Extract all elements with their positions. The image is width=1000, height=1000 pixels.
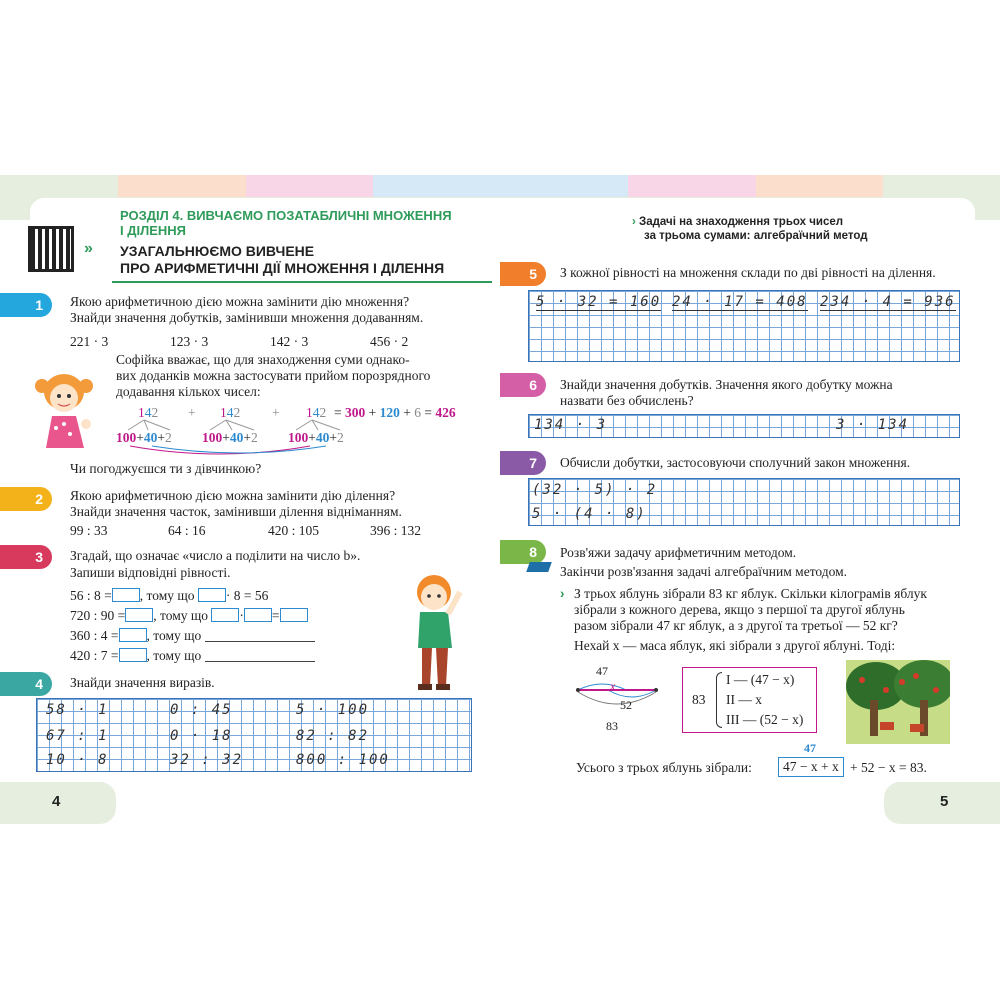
answer-box[interactable] <box>244 608 272 622</box>
plus-sign: + <box>188 405 196 420</box>
ex1-item: 456 · 2 <box>370 334 409 349</box>
right-header-1: › Задачі на знаходження трьох чисел <box>632 216 844 228</box>
answer-box[interactable] <box>119 628 147 642</box>
ex4-cell: 0 · 18 <box>170 728 233 744</box>
answer-line[interactable] <box>205 661 315 662</box>
ex1-line1: Якою арифметичною дією можна замінити дію множення? <box>70 294 410 309</box>
ex6-line2: назвати без обчислень? <box>560 393 694 408</box>
answer-box[interactable] <box>112 588 140 602</box>
ex2-item: 396 : 132 <box>370 523 422 538</box>
ex4-cell: 10 · 8 <box>46 752 109 768</box>
apple-trees-illustration <box>846 660 950 744</box>
ex3-line2: Запиши відповідні рівності. <box>70 565 231 580</box>
ex3-line1: Згадай, що означає «число а поділити на число b». <box>70 548 361 563</box>
chevrons-icon: » <box>84 240 93 257</box>
answer-box[interactable] <box>125 608 153 622</box>
ex4-cell: 67 : 1 <box>46 728 109 744</box>
exercise-8-tab: 8 <box>500 540 546 564</box>
header-rule <box>112 281 492 283</box>
ex3-row1: 56 : 8 = , тому що · 8 = 56 <box>70 588 269 603</box>
final-top-47: 47 <box>804 741 816 755</box>
addend-1: 142 <box>138 405 159 420</box>
ex1-item: 221 · 3 <box>70 334 109 349</box>
ex4-cell: 58 · 1 <box>46 702 109 718</box>
ex2-item: 64 : 16 <box>168 523 206 538</box>
ex1-item: 142 · 3 <box>270 334 309 349</box>
exercise-7-tab: 7 <box>500 451 546 475</box>
ex8-p2: зібрали з кожного дерева, якщо з першої та другої яблунь <box>574 602 905 617</box>
section-title: РОЗДІЛ 4. ВИВЧАЄМО ПОЗАТАБЛИЧНІ МНОЖЕННЯ <box>120 208 452 223</box>
decomp-2: 100+40+2 <box>202 430 258 445</box>
addend-2: 142 <box>220 405 241 420</box>
seg-47: 47 <box>596 664 608 678</box>
ex4-cell: 5 · 100 <box>296 702 370 718</box>
answer-box[interactable] <box>198 588 226 602</box>
ex5-cell: 24 · 17 = 408 <box>672 294 808 310</box>
ex8-line1: Розв'яжи задачу арифметичним методом. <box>560 545 797 560</box>
exercise-5-tab: 5 <box>500 262 546 286</box>
final-label: Усього з трьох яблунь зібрали: <box>576 760 752 775</box>
page-number-left: 4 <box>52 793 61 810</box>
ex1-sophia-2: вих доданків можна застосувати прийом порозрядного <box>116 368 431 383</box>
seg-83: 83 <box>606 719 618 733</box>
ex3-row4: 420 : 7 = , тому що <box>70 648 315 664</box>
ex6-cell: 3 · 134 <box>836 417 910 433</box>
decomp-3: 100+40+2 <box>288 430 344 445</box>
ex1-question: Чи погоджуєшся ти з дівчинкою? <box>70 461 262 476</box>
seg-x: x <box>610 679 616 693</box>
ex3-row2: 720 : 90 = , тому що · = <box>70 608 308 624</box>
graduation-cap-icon <box>526 562 552 572</box>
exercise-2-tab: 2 <box>0 487 52 511</box>
ex7-line1: Обчисли добутки, застосовуючи сполучний закон множення. <box>560 455 911 470</box>
ex2-line2: Знайди значення часток, замінивши ділення відніманням. <box>70 504 402 519</box>
sum-expression: = 300 + 120 + 6 = 426 <box>334 405 456 420</box>
answer-line[interactable] <box>205 641 315 642</box>
bullet-icon: › <box>560 586 565 601</box>
system-line-1: I — (47 − x) <box>726 672 795 687</box>
answer-box[interactable] <box>211 608 239 622</box>
ex8-p4: Нехай x — маса яблук, які зібрали з другої яблуні. Тоді: <box>574 638 896 653</box>
ex7-cell: 5 · (4 · 8) <box>532 506 647 522</box>
ex7-cell: (32 · 5) · 2 <box>532 482 658 498</box>
ex6-line1: Знайди значення добутків. Значення якого добутку можна <box>560 377 893 392</box>
final-rest: + 52 − x = 83. <box>850 760 927 775</box>
page-number-right: 5 <box>940 793 949 810</box>
ex8-p1: З трьох яблунь зібрали 83 кг яблук. Скільки кілограмів яблук <box>574 586 927 601</box>
ex6-cell: 134 · 3 <box>534 417 608 433</box>
exercise-3-tab: 3 <box>0 545 52 569</box>
ex5-cell: 234 · 4 = 936 <box>820 294 956 310</box>
ex2-item: 99 : 33 <box>70 523 108 538</box>
subtitle-2: ПРО АРИФМЕТИЧНІ ДІЇ МНОЖЕННЯ І ДІЛЕННЯ <box>120 260 445 276</box>
seg-52: 52 <box>620 698 632 712</box>
ex1-sophia-1: Софійка вважає, що для знаходження суми однако- <box>116 352 410 367</box>
decomp-1: 100+40+2 <box>116 430 172 445</box>
system-total: 83 <box>692 692 706 707</box>
qr-code-icon <box>28 226 74 272</box>
ex8-line2: Закінчи розв'язання задачі алгебраїчним методом. <box>560 564 848 579</box>
answer-box[interactable] <box>280 608 308 622</box>
ex4-cell: 82 : 82 <box>296 728 370 744</box>
ex4-cell: 800 : 100 <box>296 752 390 768</box>
ex2-item: 420 : 105 <box>268 523 320 538</box>
exercise-4-tab: 4 <box>0 672 52 696</box>
exercise-6-tab: 6 <box>500 373 546 397</box>
right-header-2: за трьома сумами: алгебраїчний метод <box>644 230 868 242</box>
ex5-line1: З кожної рівності на множення склади по дві рівності на ділення. <box>560 265 936 280</box>
ex4-cell: 0 : 45 <box>170 702 233 718</box>
girl-illustration <box>34 362 96 448</box>
final-box: 47 − x + x <box>778 757 844 777</box>
answer-box[interactable] <box>119 648 147 662</box>
ex3-row3: 360 : 4 = , тому що <box>70 628 315 644</box>
ex5-cell: 5 · 32 = 160 <box>536 294 662 310</box>
ex4-line1: Знайди значення виразів. <box>70 675 215 690</box>
boy-illustration <box>408 572 464 694</box>
ex1-sophia-3: додавання кількох чисел: <box>116 384 261 399</box>
ex4-cell: 32 : 32 <box>170 752 244 768</box>
subtitle-1: УЗАГАЛЬНЮЄМО ВИВЧЕНЕ <box>120 243 315 259</box>
ex2-line1: Якою арифметичною дією можна замінити дію ділення? <box>70 488 396 503</box>
plus-sign: + <box>272 405 280 420</box>
system-line-2: II — x <box>726 692 762 707</box>
ex1-line2: Знайди значення добутків, замінивши множення додаванням. <box>70 310 424 325</box>
ex8-p3: разом зібрали 47 кг яблук, а з другої та третьої — 52 кг? <box>574 618 898 633</box>
ex1-item: 123 · 3 <box>170 334 209 349</box>
exercise-1-tab: 1 <box>0 293 52 317</box>
segment-diagram <box>572 676 662 716</box>
system-line-3: III — (52 − x) <box>726 712 804 727</box>
system-brace <box>716 672 722 728</box>
color-strip <box>118 175 883 197</box>
section-title-2: І ДІЛЕННЯ <box>120 223 187 238</box>
addend-3: 142 <box>306 405 327 420</box>
